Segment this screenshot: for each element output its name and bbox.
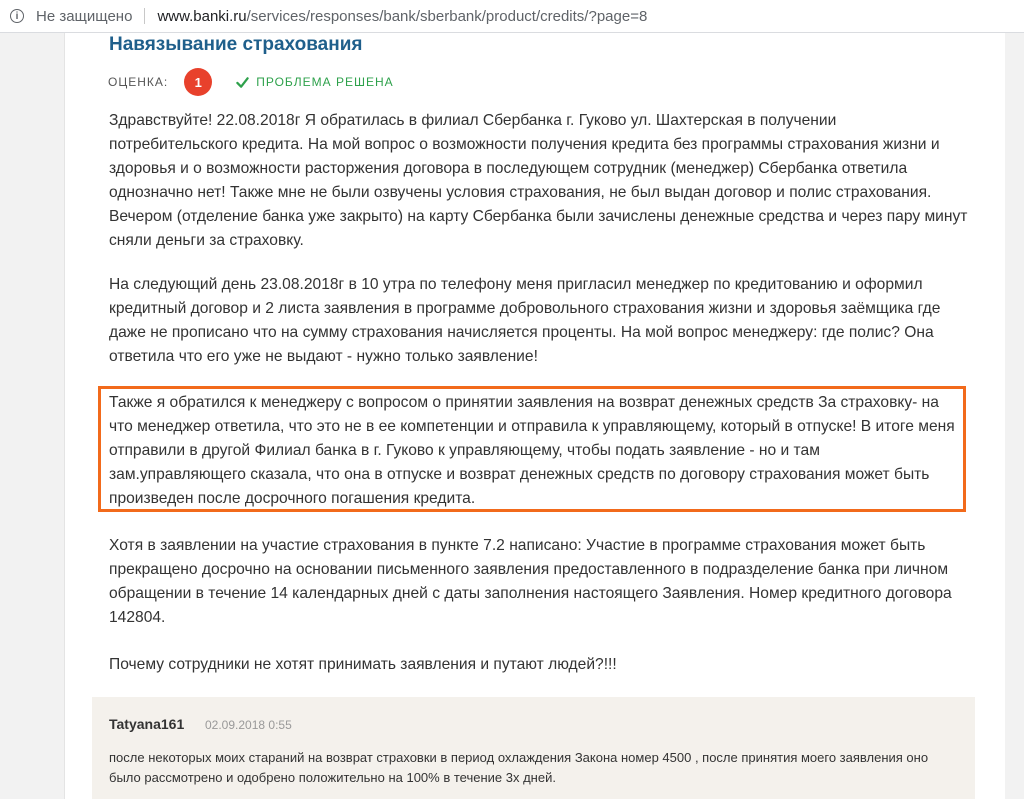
browser-address-bar[interactable]	[0, 0, 1024, 33]
checkmark-icon	[236, 76, 249, 89]
review-paragraph: На следующий день 23.08.2018г в 10 утра по телефону меня пригласил менеджер по кредитованию и оформил кредитный договор и 2 листа заявления в программе добровольного страхования жизни и здоровья заёмщика где даже не прописано что на сумму страхования начисляется проценты. На мой вопрос менеджеру: где полис? Она ответила что его уже не выдают - нужно только заявление!	[109, 276, 941, 365]
right-page-margin	[1005, 33, 1024, 799]
problem-solved-label: ПРОБЛЕМА РЕШЕНА	[256, 75, 394, 89]
comment-author[interactable]: Tatyana161	[109, 716, 185, 732]
left-page-margin	[0, 33, 64, 799]
comment-date: 02.09.2018 0:55	[205, 718, 292, 732]
rating-badge: 1	[184, 68, 212, 96]
url-domain: www.banki.ru	[157, 7, 247, 25]
rating-row	[108, 68, 394, 96]
security-status[interactable]: Не защищено	[36, 7, 133, 25]
url-path: /services/responses/bank/sberbank/product/credits/?page=8	[246, 7, 648, 25]
info-icon[interactable]: i	[10, 9, 24, 23]
review-paragraph: Хотя в заявлении на участие страхования в пункте 7.2 написано: Участие в программе страхования может быть прекращено досрочно на основании письменного заявления предоставленного в подразделение банка при личном обращении в течение 14 календарных дней с даты заполнения настоящего Заявления. Номер кредитного договора 142804.	[109, 537, 952, 626]
review-paragraph: Почему сотрудники не хотят принимать заявления и путают людей?!!!	[109, 656, 617, 673]
address-divider	[144, 8, 145, 24]
rating-label: ОЦЕНКА:	[108, 75, 169, 89]
problem-solved-status	[236, 75, 393, 89]
review-paragraph-highlighted: Также я обратился к менеджеру с вопросом о принятии заявления на возврат денежных средств За страховку- на что менеджер ответила, что это не в ее компетенции и отправила к управляющему, который в отпуске! В итоге меня отправили в другой Филиал банка в г. Гуково к управляющему, чтобы подать заявление - но и там зам.управляющего сказала, что она в отпуске и возврат денежных средств по договору страхования может быть произведен после досрочного погашения кредита.	[109, 394, 955, 507]
url-text[interactable]	[157, 8, 647, 25]
review-paragraph: Здравствуйте! 22.08.2018г Я обратилась в филиал Сбербанка г. Гуково ул. Шахтерская в получении потребительского кредита. На мой вопрос о возможности получения кредита без программы страхования жизни и здоровья и о возможности расторжения договора в последующем сотрудник (менеджер) Сбербанка ответила однозначно нет! Также мне не были озвучены условия страхования, не был выдан договор и полис страхования. Вечером (отделение банка уже закрыто) на карту Сбербанка были зачислены денежные средства и через пару минут сняли деньги за страховку.	[109, 112, 968, 249]
review-title[interactable]: Навязывание страхования	[109, 34, 363, 55]
comment-text: после некоторых моих стараний на возврат страховки в период охлаждения Закона номер 4500 , после принятия моего заявления оно было рассмотрено и одобрено положительно на 100% в течение 3х дней.	[109, 750, 929, 785]
